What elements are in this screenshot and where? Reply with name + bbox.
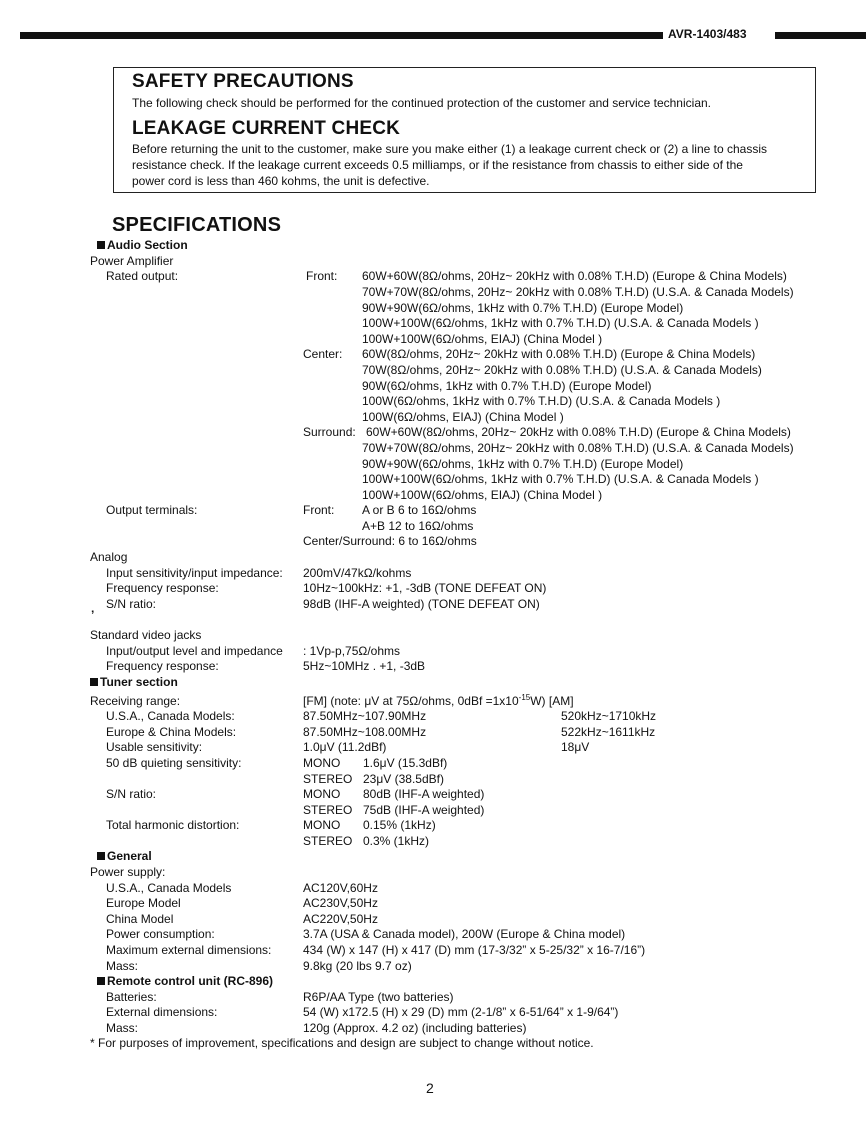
stray-mark: ’ xyxy=(91,608,95,622)
ot-front-label: Front: xyxy=(303,503,335,517)
tuner-row-label: U.S.A., Canada Models: xyxy=(106,709,235,723)
footnote: * For purposes of improvement, specifications and design are subject to change without notice. xyxy=(90,1036,594,1050)
tuner-sn-mode: STEREO xyxy=(303,803,353,817)
center-value: 100W(6Ω/ohms, EIAJ) (China Model ) xyxy=(362,410,564,424)
analog-row-value: 98dB (IHF-A weighted) (TONE DEFEAT ON) xyxy=(303,597,540,611)
general-section-heading: General xyxy=(97,849,152,863)
surround-label: Surround: xyxy=(303,425,356,439)
remote-section-heading: Remote control unit (RC-896) xyxy=(97,974,273,988)
audio-section-heading: Audio Section xyxy=(97,238,188,252)
video-row-label: Input/output level and impedance xyxy=(106,644,283,658)
page-number: 2 xyxy=(426,1080,434,1096)
remote-row-value: 120g (Approx. 4.2 oz) (including batteries) xyxy=(303,1021,527,1035)
power-supply-label: Power supply: xyxy=(90,865,166,879)
model-number: AVR-1403/483 xyxy=(668,27,747,41)
front-value: 60W+60W(8Ω/ohms, 20Hz~ 20kHz with 0.08% T.H.D) (Europe & China Models) xyxy=(362,269,787,283)
front-label: Front: xyxy=(306,269,338,283)
video-row-value: 5Hz~10MHz . +1, -3dB xyxy=(303,659,426,673)
quieting-label: 50 dB quieting sensitivity: xyxy=(106,756,242,770)
quieting-mode: MONO xyxy=(303,756,341,770)
tuner-row-label: Usable sensitivity: xyxy=(106,740,203,754)
front-value: 100W+100W(6Ω/ohms, 1kHz with 0.7% T.H.D) (U.S.A. & Canada Models ) xyxy=(362,316,759,330)
tuner-sn-value: 75dB (IHF-A weighted) xyxy=(363,803,485,817)
thd-mode: STEREO xyxy=(303,834,353,848)
front-value: 70W+70W(8Ω/ohms, 20Hz~ 20kHz with 0.08% T.H.D) (U.S.A. & Canada Models) xyxy=(362,285,794,299)
bullet-square-icon xyxy=(97,852,105,860)
front-value: 90W+90W(6Ω/ohms, 1kHz with 0.7% T.H.D) (Europe Model) xyxy=(362,301,684,315)
output-terminals-label: Output terminals: xyxy=(106,503,198,517)
bullet-square-icon xyxy=(90,678,98,686)
tuner-fm-value: 87.50MHz~107.90MHz xyxy=(303,709,427,723)
header-rule-left xyxy=(20,32,663,39)
tuner-am-value: 18μV xyxy=(561,740,590,754)
analog-row-value: 200mV/47kΩ/kohms xyxy=(303,566,412,580)
thd-label: Total harmonic distortion: xyxy=(106,818,240,832)
ot-front-value: A or B 6 to 16Ω/ohms xyxy=(362,503,477,517)
general-row-value: AC230V,50Hz xyxy=(303,896,378,910)
remote-row-value: R6P/AA Type (two batteries) xyxy=(303,990,454,1004)
specs-title: SPECIFICATIONS xyxy=(112,214,282,236)
analog-row-label: S/N ratio: xyxy=(106,597,157,611)
remote-row-label: External dimensions: xyxy=(106,1005,218,1019)
thd-value: 0.3% (1kHz) xyxy=(363,834,430,848)
receiving-range-label: Receiving range: xyxy=(90,694,181,708)
analog-row-value: 10Hz~100kHz: +1, -3dB (TONE DEFEAT ON) xyxy=(303,581,547,595)
video-label: Standard video jacks xyxy=(90,628,202,642)
front-value: 100W+100W(6Ω/ohms, EIAJ) (China Model ) xyxy=(362,332,603,346)
video-row-value: : 1Vp-p,75Ω/ohms xyxy=(303,644,401,658)
general-row-label: China Model xyxy=(106,912,174,926)
general-row-label: U.S.A., Canada Models xyxy=(106,881,232,895)
bullet-square-icon xyxy=(97,241,105,249)
general-row-label: Power consumption: xyxy=(106,927,215,941)
general-row-value: AC220V,50Hz xyxy=(303,912,378,926)
quieting-mode: STEREO xyxy=(303,772,353,786)
rated-output-label: Rated output: xyxy=(106,269,179,283)
remote-row-label: Mass: xyxy=(106,1021,139,1035)
surround-value: 100W+100W(6Ω/ohms, 1kHz with 0.7% T.H.D) (U.S.A. & Canada Models ) xyxy=(362,472,759,486)
remote-row-value: 54 (W) x172.5 (H) x 29 (D) mm (2-1/8” x 6-51/64” x 1-9/64”) xyxy=(303,1005,619,1019)
surround-value: 100W+100W(6Ω/ohms, EIAJ) (China Model ) xyxy=(362,488,603,502)
fm-am-header: [FM] (note: μV at 75Ω/ohms, $0dBf =1x10^{-15}W$) [AM] xyxy=(303,693,574,708)
header-rule-right xyxy=(775,32,866,39)
center-value: 60W(8Ω/ohms, 20Hz~ 20kHz with 0.08% T.H.D) (Europe & China Models) xyxy=(362,347,756,361)
general-row-value: AC120V,60Hz xyxy=(303,881,378,895)
analog-label: Analog xyxy=(90,550,128,564)
video-row-label: Frequency response: xyxy=(106,659,219,673)
leakage-line: power cord is less than 460 kohms, the unit is defective. xyxy=(132,174,430,188)
center-value: 70W(8Ω/ohms, 20Hz~ 20kHz with 0.08% T.H.D) (U.S.A. & Canada Models) xyxy=(362,363,762,377)
center-value: 90W(6Ω/ohms, 1kHz with 0.7% T.H.D) (Europe Model) xyxy=(362,379,652,393)
safety-title: SAFETY PRECAUTIONS xyxy=(132,71,354,92)
tuner-fm-value: 1.0μV (11.2dBf) xyxy=(303,740,387,754)
thd-mode: MONO xyxy=(303,818,341,832)
tuner-row-label: Europe & China Models: xyxy=(106,725,237,739)
center-label: Center: xyxy=(303,347,343,361)
analog-row-label: Input sensitivity/input impedance: xyxy=(106,566,283,580)
tuner-am-value: 522kHz~1611kHz xyxy=(561,725,656,739)
quieting-value: 23μV (38.5dBf) xyxy=(363,772,444,786)
general-row-label: Maximum external dimensions: xyxy=(106,943,272,957)
surround-value: 60W+60W(8Ω/ohms, 20Hz~ 20kHz with 0.08% T.H.D) (Europe & China Models) xyxy=(366,425,791,439)
tuner-section-heading: Tuner section xyxy=(90,675,178,689)
general-row-value: 434 (W) x 147 (H) x 417 (D) mm (17-3/32” x 5-25/32” x 16-7/16”) xyxy=(303,943,646,957)
tuner-am-value: 520kHz~1710kHz xyxy=(561,709,657,723)
safety-intro: The following check should be performed for the continued protection of the customer and service technician. xyxy=(132,96,711,110)
analog-row-label: Frequency response: xyxy=(106,581,219,595)
tuner-sn-label: S/N ratio: xyxy=(106,787,157,801)
thd-value: 0.15% (1kHz) xyxy=(363,818,436,832)
general-row-label: Europe Model xyxy=(106,896,181,910)
ot-center-surround: Center/Surround: 6 to 16Ω/ohms xyxy=(303,534,477,548)
power-amplifier-label: Power Amplifier xyxy=(90,254,174,268)
quieting-value: 1.6μV (15.3dBf) xyxy=(363,756,448,770)
tuner-fm-value: 87.50MHz~108.00MHz xyxy=(303,725,427,739)
leakage-line: resistance check. If the leakage current exceeds 0.5 milliamps, or if the resistance from chassis to either side of the xyxy=(132,158,743,172)
general-row-value: 9.8kg (20 lbs 9.7 oz) xyxy=(303,959,412,973)
general-row-value: 3.7A (USA & Canada model), 200W (Europe & China model) xyxy=(303,927,626,941)
general-row-label: Mass: xyxy=(106,959,139,973)
tuner-sn-mode: MONO xyxy=(303,787,341,801)
bullet-square-icon xyxy=(97,977,105,985)
center-value: 100W(6Ω/ohms, 1kHz with 0.7% T.H.D) (U.S.A. & Canada Models ) xyxy=(362,394,721,408)
tuner-sn-value: 80dB (IHF-A weighted) xyxy=(363,787,485,801)
surround-value: 70W+70W(8Ω/ohms, 20Hz~ 20kHz with 0.08% T.H.D) (U.S.A. & Canada Models) xyxy=(362,441,794,455)
leakage-line: Before returning the unit to the customer, make sure you make either (1) a leakage current check or (2) a line to chassis xyxy=(132,142,767,156)
surround-value: 90W+90W(6Ω/ohms, 1kHz with 0.7% T.H.D) (Europe Model) xyxy=(362,457,684,471)
ot-front-value: A+B 12 to 16Ω/ohms xyxy=(362,519,474,533)
leakage-title: LEAKAGE CURRENT CHECK xyxy=(132,118,401,139)
remote-row-label: Batteries: xyxy=(106,990,157,1004)
